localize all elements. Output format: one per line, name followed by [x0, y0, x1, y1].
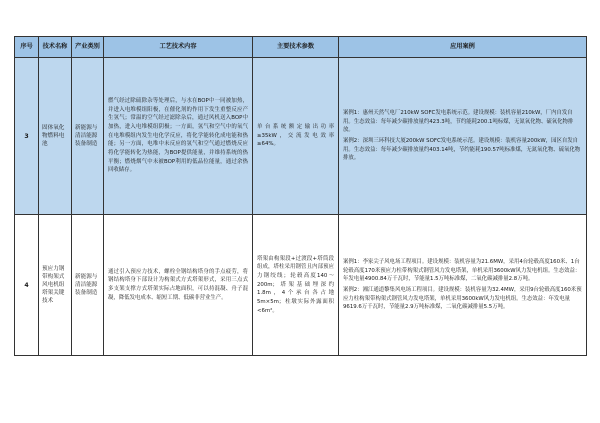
case-item: 案例1：惠州天然气电厂210kW SOFC发电系统示范。建设规模：装机容量210kW，厂内自发自用。生态效益：每年减少碳排放量约423.3吨，节约能耗200.1吨标煤，无氮氧化物、硫氧化物排放。	[343, 110, 574, 134]
table-row	[15, 58, 587, 215]
technology-table	[14, 36, 587, 356]
row-number: 3	[15, 58, 39, 215]
technology-name: 固体氧化物燃料电池	[39, 58, 72, 215]
table-row	[15, 215, 587, 356]
industry-category: 新能源与清洁能源装备制造	[72, 58, 104, 215]
header-content: 工艺技术内容	[104, 37, 253, 58]
header-num: 序号	[15, 37, 39, 58]
process-content: 燃气经过除硫除杂等处理后，与水在BOP中一同被加热，并进入电堆模组阳极，在催化剂的作用下发生重整反应产生氢气；常温的空气经过滤除杂后，通过风机送入BOP中加热，进入电堆模组阴极；一方面，氢气和空气中的氧气在电堆模组内发生电化学反应，将化学能转化成电能和热能；另一方面，电堆中未反应的氢气和空气通过燃烧反应将化学能转化为热能，为BOP提供能量，并维持系统的热平衡；燃烧烟气中未被BOP利用的低品位能量，通过余热回收储存。	[104, 58, 253, 215]
industry-category: 新能源与清洁能源装备制造	[72, 215, 104, 356]
header-name: 技术名称	[39, 37, 72, 58]
case-item: 案例2：湘江通道黎集风电场工程项目。建设规模：装机容量为32.4MW，采用9台轮毂高度160米预应力柱构架带构架式钢管风力发电塔架，单机采用3600kW风力发电机组。生态效益：年发电量9619.6万千瓦时，节能量2.9万吨标准煤，二氧化碳减排量5.5万吨。	[343, 287, 582, 311]
table-header-row	[15, 37, 587, 58]
row-number: 4	[15, 215, 39, 356]
process-content: 通过引入预应力技术，螺栓全钢结构塔身的手点疲劳，将钢结构塔身下部设计为构架式方式塔架形式，采用三点式多支架支撑方式塔架实际占地面积，可以持混凝、舟子混凝，降低发电成本、缩短工期、低碳非营业生产。	[104, 215, 253, 356]
application-cases	[339, 215, 587, 356]
case-item: 案例2：深圳三环科技大厦200kW SOFC发电系统示范。建设规模：装机容量200kW，园区自发自用。生态效益：每年减少碳排放量约403.14吨，节约能耗190.57吨标准煤，无氮氧化物、硫氧化物排放。	[343, 138, 581, 162]
header-category: 产业类别	[72, 37, 104, 58]
technical-params: 塔架由构架段+过渡段+塔筒段组成，塔柱采用钢管且内部预应力钢绞线；轮毂高度140～200m；塔架基础埋深约1.8m，4个承台各占地5m×5m；柱墩实际外露面积<6m²。	[253, 215, 339, 356]
application-cases	[339, 58, 587, 215]
header-params: 主要技术参数	[253, 37, 339, 58]
technology-name: 预应力钢带构架式风电机组塔架关键技术	[39, 215, 72, 356]
header-cases: 应用案例	[339, 37, 587, 58]
technical-params: 单台系统额定输出功率≥35kW，交流发电效率≥64%。	[253, 58, 339, 215]
case-item: 案例1：李家尖子风电场工程项目。建设规模：装机容量为21.6MW，采用4台轮毂高度160米、1台轮毂高度170米预应力柱带构架式钢管风力发电塔架，单机采用3600kW风力发电机组。生态效益：年发电量4900.84万千瓦时，节能量1.5万吨标准煤，二氧化碳减排量2.8万吨。	[343, 259, 581, 283]
